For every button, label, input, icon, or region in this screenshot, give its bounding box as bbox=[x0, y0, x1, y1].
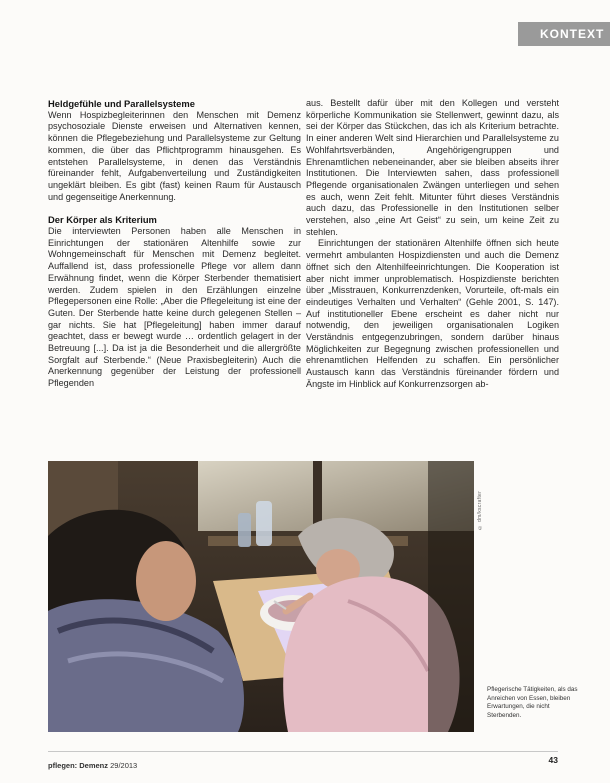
photo-caption: Pflegerische Tätigkeiten, als das Anreichen von Essen, bleiben Erwartungen, die nicht Sterbenden. bbox=[487, 686, 578, 719]
section-text-feelings: Wenn Hospizbegleiterinnen den Menschen mit Demenz psychosoziale Dienste erweisen und Alternativen kennen, können die Pflegebeziehung und Parallelsysteme zur Geltung kommen, die über das Pflichtprogramm hinausgehen. Es entstehen Parallelsysteme, in denen das Verständnis füreinander fehlt, Aufgabenverteilung und Zuständigkeiten ungeklärt bleiben. Es gibt (fast) keinen Raum für Austausch und gegenseitige Anerkennung. bbox=[48, 109, 301, 202]
journal-title bbox=[48, 761, 137, 770]
article-photo bbox=[48, 461, 474, 732]
page-footer bbox=[48, 751, 558, 769]
section-heading-feelings: Heldgefühle und Parallelsysteme bbox=[48, 98, 195, 109]
journal-issue: 29/2013 bbox=[110, 761, 138, 770]
journal-name: pflegen: Demenz bbox=[48, 761, 109, 770]
paragraph-cooperation: Einrichtungen der stationären Altenhilfe öffnen sich heute vermehrt ambulanten Hospizdiensten und auch die Demenz öffnet sich den Altenhilfeeinrichtungen. Die Kooperation ist aber nicht immer unproblematisch. Hospizdienste berichten über „Misstrauen, Konkurrenzdenken, Vorurteile, oft-mals ein eindeutiges Verhalten und Verhalten“ (Gehle 2001, S. 147). Auf institutioneller Ebene erscheint es daher nicht nur notwendig, den jeweiligen organisationalen Logiken Verständnis entgegenzubringen, sondern darüber hinaus Möglichkeiten zur Begegnung zwischen professionellen und ehrenamtlichen Helfenden zu schaffen. Ein persönlicher Austausch kann das Verständnis füreinander fördern und Ängste im Hinblick auf Konkurrenzsorgen ab- bbox=[306, 238, 559, 389]
paragraph-continued: aus. Bestellt dafür über mit den Kollegen und versteht körperliche Kommunikation sie Stellenwert, gewinnt dazu, als sei der Körper das Stückchen, das ich als Kriterium betrachte. In einer anderen Welt sind Hierarchien und Parallelsysteme zu Wohlfahrtsverbänden, Angehörigengruppen und Ehrenamtlichen nebeneinander, aber sie bleiben abseits ihrer Institutionen. Die Interviewten sahen, dass professionell Pflegende organisationalen Zwängen unterliegen und sehen es auch, wenn Zeit fehlt. Mitunter führt dieses Verständnis auch dazu, das Professionelle in den Institutionen selber verstehen, also „eine Art Geist“ zu sein, um keine Zeit zu stehlen. bbox=[306, 98, 559, 237]
section-text-body: Die interviewten Personen haben alle Menschen in Einrichtungen der stationären Altenhilfe sowie zur Wohngemeinschaft für Menschen mit Demenz begleitet. Auffallend ist, dass professionelle Pflege vor allem dann Erwähnung findet, wenn die Körper Sterbender thematisiert werden. Zudem spielen in den Erzählungen einzelne Pflegepersonen eine Rolle: „Aber die Pflegeleitung ist eine der Guten. Der Sterbende hatte keine durch gelegenen Stellen – gar nichts. Sie hat [Pflegeleitung] haben immer darauf geachtet, dass er bewegt wurde … ordentlich gelagert in der Betreuung [...]. Da ist ja die Besonderheit und die allergrößte Sorgfalt auf Sterbende.“ (Neue Praxisbegleiterin) Auch die Anerkennung gegenüber der Leistung der professionell Pflegenden bbox=[48, 226, 301, 389]
section-tab: KONTEXT bbox=[518, 22, 610, 46]
left-column bbox=[48, 98, 301, 390]
photo-credit: © dm/kscrafter bbox=[477, 490, 483, 530]
page-number: 43 bbox=[548, 755, 558, 765]
section-heading-body: Der Körper als Kriterium bbox=[48, 214, 157, 226]
right-column bbox=[306, 98, 559, 391]
